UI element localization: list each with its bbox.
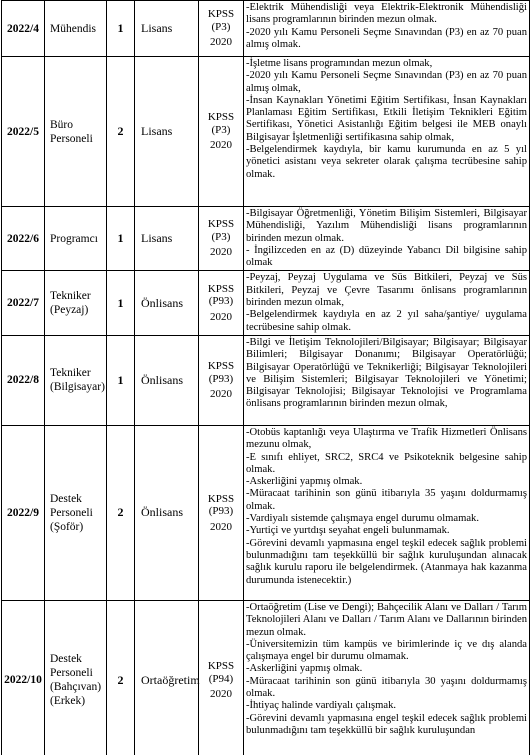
requirements bbox=[244, 57, 530, 207]
exam-info bbox=[199, 335, 244, 425]
exam-type: (P93) bbox=[208, 295, 234, 308]
position-count: 1 bbox=[107, 1, 135, 57]
exam-year: 2020 bbox=[210, 310, 232, 323]
requirements bbox=[244, 207, 530, 271]
requirement-item: -Elektrik Mühendisliği veya Elektrik-Elektronik Mühendisliği lisans programlarının birinden mezun olmak. bbox=[246, 2, 527, 26]
exam-year: 2020 bbox=[210, 36, 232, 49]
requirement-item: -Askerliğini yapmış olmak. bbox=[246, 476, 363, 488]
position-title: Destek Personeli (Şoför) bbox=[45, 425, 107, 600]
position-code: 2022/9 bbox=[2, 425, 45, 600]
exam-info bbox=[199, 207, 244, 271]
requirement-item: -İhtiyaç halinde vardiyalı çalışmak. bbox=[246, 700, 397, 712]
requirement-item: -Görevini devamlı yapmasına engel teşkil edecek sağlık problemi bulunmadığını tam teşekküllü bir sağlık kuruluşundan alınacak sağlık kurulu raporu ile belgelendirmek. (Atanmaya hak kazanma durumunda istenecektir.) bbox=[246, 537, 527, 586]
education-level: Önlisans bbox=[135, 335, 199, 425]
exam-year: 2020 bbox=[210, 688, 232, 701]
exam-year: 2020 bbox=[210, 246, 232, 259]
position-code: 2022/8 bbox=[2, 335, 45, 425]
position-code: 2022/5 bbox=[2, 57, 45, 207]
requirement-item: -Askerliğini yapmış olmak. bbox=[246, 663, 363, 675]
exam-name: KPSS bbox=[207, 282, 235, 295]
position-title: Tekniker (Bilgisayar) bbox=[45, 335, 107, 425]
education-level: Lisans bbox=[135, 57, 199, 207]
requirement-item: -Müracaat tarihinin son günü itibarıyla 35 yaşını doldurmamış olmak. bbox=[246, 488, 527, 512]
exam-name: KPSS bbox=[207, 660, 235, 673]
position-count: 1 bbox=[107, 207, 135, 271]
requirement-item: -2020 yılı Kamu Personeli Seçme Sınavından (P3) en az 70 puan almış olmak. bbox=[246, 26, 527, 50]
requirement-item: -Müracaat tarihinin son günü itibarıyla 30 yaşını doldurmamış olmak. bbox=[246, 675, 527, 700]
exam-info bbox=[199, 425, 244, 600]
requirement-item: -Vardiyalı sistemde çalışmaya engel durumu olmamak. bbox=[246, 513, 479, 525]
requirement-item: -E sınıfı ehliyet, SRC2, SRC4 ve Psikoteknik belgesine sahip olmak. bbox=[246, 451, 527, 475]
exam-info bbox=[199, 1, 244, 57]
table-row bbox=[2, 207, 530, 271]
exam-info bbox=[199, 57, 244, 207]
table-row bbox=[2, 600, 530, 755]
requirements bbox=[244, 600, 530, 755]
exam-type: (P93) bbox=[208, 505, 234, 518]
position-title: Büro Personeli bbox=[45, 57, 107, 207]
exam-type: (P94) bbox=[208, 672, 234, 685]
requirement-item: -Üniversitemizin tüm kampüs ve birimlerinde iç ve dış alanda çalışmaya engel bir durumu olmamak. bbox=[246, 638, 527, 663]
requirement-item: - İngilizceden en az (D) düzeyinde Yabancı Dil bilgisine sahip olmak bbox=[246, 244, 527, 269]
position-code: 2022/4 bbox=[2, 1, 45, 57]
requirement-item: -Bilgi ve İletişim Teknolojileri/Bilgisayar; Bilgisayar; Bilgisayar Bilimleri; Bilgisayar Donanımı; Bilgisayar Operatörlüğü; Bilgisayar Operatörlüğü ve Teknikerliği; Bilgisayar Teknolojileri ve Bilişim Sistemleri; Bilgisayar Teknolojileri ve Yönetimi; Bilgisayar Teknolojisi; Bilgisayar Teknolojisi ve Programlama önlisans programlarının birinden mezun olmak, bbox=[246, 336, 527, 410]
table-row bbox=[2, 271, 530, 335]
education-level: Lisans bbox=[135, 1, 199, 57]
exam-type: (P3) bbox=[211, 20, 231, 33]
exam-info bbox=[199, 600, 244, 755]
requirement-item: -Ortaöğretim (Lise ve Dengi); Bahçecilik Alanı ve Dalları / Tarım Teknolojileri Alanı ve Dalları / Tarım Alanı ve Dallarının birinden mezun olmak. bbox=[246, 601, 527, 638]
requirement-item: -İşletme lisans programından mezun olmak, bbox=[246, 58, 433, 69]
exam-name: KPSS bbox=[207, 111, 235, 124]
education-level: Önlisans bbox=[135, 271, 199, 335]
exam-year: 2020 bbox=[210, 520, 232, 533]
education-level: Ortaöğretim bbox=[135, 600, 199, 755]
position-title: Tekniker (Peyzaj) bbox=[45, 271, 107, 335]
exam-year: 2020 bbox=[210, 139, 232, 152]
exam-type: (P3) bbox=[211, 123, 231, 136]
requirement-item: -Bilgisayar Öğretmenliği, Yönetim Bilişim Sistemleri, Bilgisayar Mühendisliği, Yazılım Mühendisliği lisans programlarının birinden mezun olmak. bbox=[246, 208, 527, 244]
requirements bbox=[244, 335, 530, 425]
position-table bbox=[1, 0, 530, 755]
requirement-item: -Peyzaj, Peyzaj Uygulama ve Süs Bitkileri, Peyzaj ve Süs Bitkileri, Peyzaj ve Çevre Tasarımı önlisans programlarının birinden mezun olmak, bbox=[246, 272, 527, 309]
position-count: 2 bbox=[107, 57, 135, 207]
education-level: Lisans bbox=[135, 207, 199, 271]
position-count: 1 bbox=[107, 335, 135, 425]
requirement-item: -Yurtiçi ve yurtdışı seyahat engeli bulunmamak. bbox=[246, 525, 450, 537]
exam-info bbox=[199, 271, 244, 335]
requirement-item: -İnsan Kaynakları Yönetimi Eğitim Sertifikası, İnsan Kaynakları Planlaması Eğitim Sertifikası, Etkili İletişim Teknikleri Eğitim Sertifikası, Yönetici Asistanlığı Eğitim belgesi ile MEB onaylı Bilgisayar İşletmenliği sertifikasına sahip olmak, bbox=[246, 94, 527, 143]
position-title: Destek Personeli (Bahçıvan) (Erkek) bbox=[45, 600, 107, 755]
table-row bbox=[2, 335, 530, 425]
requirement-item: -2020 yılı Kamu Personeli Seçme Sınavından (P3) en az 70 puan almış olmak, bbox=[246, 70, 527, 94]
requirement-item: -Görevini devamlı yapmasına engel teşkil edecek sağlık problemi bulunmadığını tam teşekküllü bir sağlık kuruluşundan bbox=[246, 712, 527, 736]
position-code: 2022/6 bbox=[2, 207, 45, 271]
exam-name: KPSS bbox=[207, 492, 235, 505]
position-count: 2 bbox=[107, 425, 135, 600]
education-level: Önlisans bbox=[135, 425, 199, 600]
exam-name: KPSS bbox=[207, 8, 235, 21]
position-count: 2 bbox=[107, 600, 135, 755]
exam-year: 2020 bbox=[210, 388, 232, 401]
exam-name: KPSS bbox=[207, 360, 235, 373]
table-row bbox=[2, 1, 530, 57]
table-body bbox=[2, 1, 530, 755]
requirements bbox=[244, 271, 530, 335]
requirement-item: -Belgelendirmek kaydıyla en az 2 yıl saha/şantiye/ uygulama tecrübesine sahip olmak. bbox=[246, 309, 527, 333]
exam-type: (P93) bbox=[208, 372, 234, 385]
position-title: Mühendis bbox=[45, 1, 107, 57]
exam-type: (P3) bbox=[211, 230, 231, 243]
position-title: Programcı bbox=[45, 207, 107, 271]
table-row bbox=[2, 425, 530, 600]
exam-name: KPSS bbox=[207, 218, 235, 231]
position-code: 2022/7 bbox=[2, 271, 45, 335]
position-count: 1 bbox=[107, 271, 135, 335]
position-code: 2022/10 bbox=[2, 600, 45, 755]
table-row bbox=[2, 57, 530, 207]
requirement-item: -Belgelendirmek kaydıyla, bir kamu kurumunda en az 5 yıl yönetici asistanı veya sekreter olarak çalışma tecrübesine sahip olmak. bbox=[246, 144, 527, 180]
requirement-item: -Otobüs kaptanlığı veya Ulaştırma ve Trafik Hizmetleri Önlisans mezunu olmak, bbox=[246, 426, 527, 451]
requirements bbox=[244, 1, 530, 57]
requirements bbox=[244, 425, 530, 600]
